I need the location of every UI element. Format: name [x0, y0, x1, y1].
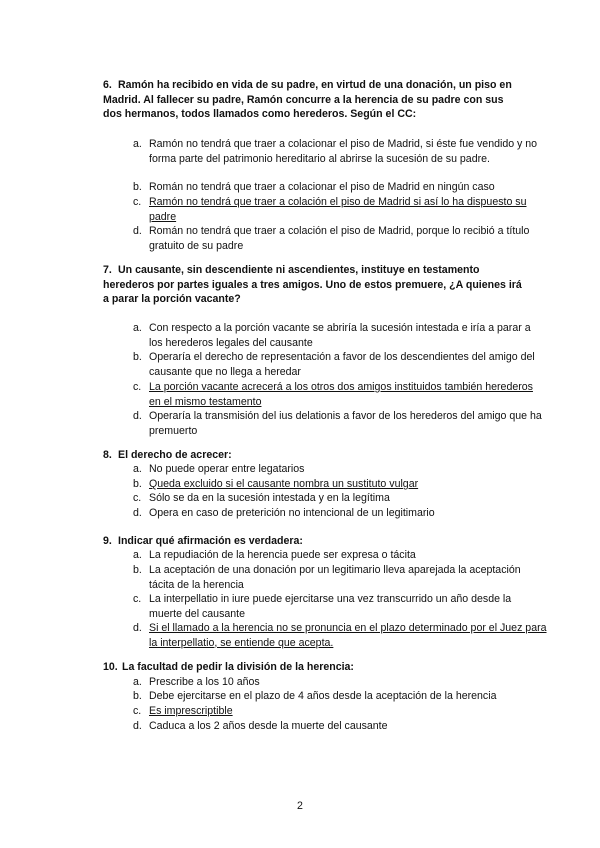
- option-8c: [133, 491, 547, 506]
- option-8d: [133, 506, 547, 521]
- question-text: El derecho de acrecer:: [118, 449, 232, 461]
- question-number: 6.: [103, 79, 112, 91]
- option-text: Si el llamado a la herencia no se pronuncia en el plazo determinado por el Juez para la interpellatio, se entiende que acepta.: [149, 622, 547, 649]
- question-9: [103, 534, 523, 549]
- option-text: Sólo se da en la sucesión intestada y en la legítima: [149, 492, 390, 504]
- option-letter: d.: [133, 720, 142, 732]
- option-text: Con respecto a la porción vacante se abriría la sucesión intestada e iría a parar a los herederos legales del causante: [149, 322, 531, 349]
- option-text: Es imprescriptible: [149, 705, 233, 717]
- question-10: [103, 660, 523, 675]
- option-letter: c.: [133, 705, 142, 717]
- question-number: 7.: [103, 264, 112, 276]
- option-9b: [133, 563, 547, 592]
- option-letter: a.: [133, 549, 142, 561]
- option-letter: d.: [133, 225, 142, 237]
- option-text: Prescribe a los 10 años: [149, 676, 260, 688]
- option-text: Opera en caso de preterición no intencional de un legitimario: [149, 507, 435, 519]
- option-text: Operaría el derecho de representación a favor de los descendientes del amigo del causante que no llega a heredar: [149, 351, 535, 378]
- option-text: No puede operar entre legatarios: [149, 463, 305, 475]
- option-letter: b.: [133, 564, 142, 576]
- question-6: [103, 78, 523, 122]
- question-number: 8.: [103, 449, 112, 461]
- option-letter: a.: [133, 463, 142, 475]
- option-text: Ramón no tendrá que traer a colacionar el piso de Madrid, si éste fue vendido y no forma parte del patrimonio hereditario al abrirse la sucesión de su padre.: [149, 138, 538, 165]
- option-9a: [133, 548, 547, 563]
- option-letter: d.: [133, 410, 142, 422]
- option-letter: d.: [133, 622, 142, 634]
- option-7a: [133, 321, 547, 350]
- option-10b: [133, 689, 547, 704]
- option-10a: [133, 675, 547, 690]
- option-text: Caduca a los 2 años desde la muerte del causante: [149, 720, 388, 732]
- option-6d: [133, 224, 547, 253]
- option-text: La interpellatio in iure puede ejercitarse una vez transcurrido un año desde la muerte del causante: [149, 593, 512, 620]
- option-letter: c.: [133, 492, 142, 504]
- option-letter: a.: [133, 676, 142, 688]
- option-letter: a.: [133, 322, 142, 334]
- question-7: [103, 263, 523, 307]
- option-letter: d.: [133, 507, 142, 519]
- option-letter: a.: [133, 138, 142, 150]
- option-8a: [133, 462, 547, 477]
- option-10d: [133, 719, 547, 734]
- option-9d-correct: [133, 621, 547, 650]
- option-7d: [133, 409, 547, 438]
- option-6a: [133, 137, 547, 166]
- option-7b: [133, 350, 547, 379]
- option-letter: b.: [133, 690, 142, 702]
- option-text: Operaría la transmisión del ius delationis a favor de los herederos del amigo que ha premuerto: [149, 410, 542, 437]
- option-letter: c.: [133, 593, 142, 605]
- option-6b: [133, 180, 547, 195]
- option-9c: [133, 592, 547, 621]
- page-number: 2: [297, 800, 303, 812]
- option-text: Ramón no tendrá que traer a colación el piso de Madrid si así lo ha dispuesto su padre: [149, 196, 527, 223]
- option-text: La aceptación de una donación por un legitimario lleva aparejada la aceptación tácita de la herencia: [149, 564, 521, 591]
- option-letter: b.: [133, 351, 142, 363]
- option-letter: b.: [133, 181, 142, 193]
- option-7c-correct: [133, 380, 547, 409]
- option-text: Debe ejercitarse en el plazo de 4 años desde la aceptación de la herencia: [149, 690, 497, 702]
- option-letter: c.: [133, 196, 142, 208]
- question-8: [103, 448, 523, 463]
- option-6c-correct: [133, 195, 547, 224]
- option-text: Román no tendrá que traer a colacionar el piso de Madrid en ningún caso: [149, 181, 495, 193]
- question-number: 9.: [103, 535, 112, 547]
- question-text: Indicar qué afirmación es verdadera:: [118, 535, 303, 547]
- question-number: 10.: [103, 661, 118, 673]
- option-text: La repudiación de la herencia puede ser expresa o tácita: [149, 549, 416, 561]
- option-10c-correct: [133, 704, 547, 719]
- option-letter: b.: [133, 478, 142, 490]
- option-text: Queda excluido si el causante nombra un sustituto vulgar: [149, 478, 419, 490]
- option-letter: c.: [133, 381, 142, 393]
- option-8b-correct: [133, 477, 547, 492]
- option-text: Román no tendrá que traer a colación el piso de Madrid, porque lo recibió a título gratuito de su padre: [149, 225, 530, 252]
- question-text: Un causante, sin descendiente ni ascendientes, instituye en testamento herederos por partes iguales a tres amigos. Uno de estos premuere, ¿A quienes irá a parar la porción vacante?: [103, 264, 522, 306]
- question-text: La facultad de pedir la división de la herencia:: [122, 661, 354, 673]
- option-text: La porción vacante acrecerá a los otros dos amigos instituidos también herederos en el mismo testamento: [149, 381, 533, 408]
- question-text: Ramón ha recibido en vida de su padre, en virtud de una donación, un piso en Madrid. Al fallecer su padre, Ramón concurre a la herencia de su padre con sus dos hermanos, todos llamados como herederos. Según el CC:: [103, 79, 512, 121]
